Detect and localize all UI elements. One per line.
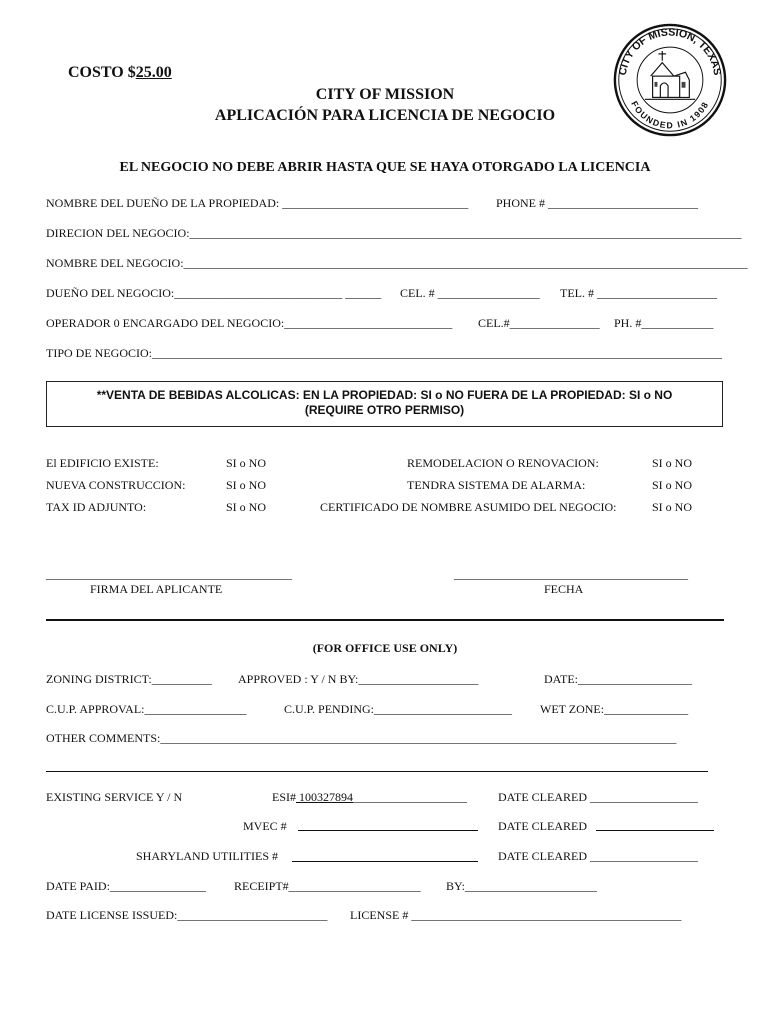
cost-label: COSTO $25.00	[68, 64, 172, 81]
remodel-choice[interactable]: SI o NO	[652, 456, 693, 470]
assumed-name-choice[interactable]: SI o NO	[652, 500, 693, 514]
cup-pending-field[interactable]: C.U.P. PENDING:_______________________	[284, 702, 513, 716]
license-number-field[interactable]: LICENSE # _____________________________________________	[350, 908, 682, 922]
alcohol-permit-note: (REQUIRE OTRO PERMISO)	[304, 403, 465, 417]
business-address-field[interactable]: DIRECION DEL NEGOCIO:____________________________________________________________________________________________	[46, 226, 742, 240]
approved-field[interactable]: APPROVED : Y / N BY:____________________	[238, 672, 479, 686]
comments-line[interactable]	[46, 771, 708, 772]
date-cleared-esi-field[interactable]: DATE CLEARED __________________	[498, 790, 698, 804]
mvec-label: MVEC #	[243, 819, 287, 833]
date-label: FECHA	[544, 582, 584, 596]
building-exists-choice[interactable]: SI o NO	[226, 456, 267, 470]
operator-ph-field[interactable]: PH. #____________	[614, 316, 714, 330]
sharyland-label: SHARYLAND UTILITIES #	[136, 849, 278, 863]
remodel-label: REMODELACION O RENOVACION:	[407, 456, 599, 470]
date-cleared-sharyland-field[interactable]: DATE CLEARED __________________	[498, 849, 698, 863]
approval-date-field[interactable]: DATE:___________________	[544, 672, 692, 686]
alcohol-sales-question[interactable]: **VENTA DE BEBIDAS ALCOLICAS: EN LA PROPIEDAD: SI o NO FUERA DE LA PROPIEDAD: SI o NO	[96, 388, 673, 402]
date-cleared-mvec-line[interactable]	[596, 830, 714, 831]
zoning-district-field[interactable]: ZONING DISTRICT:__________	[46, 672, 212, 686]
building-exists-label: El EDIFICIO EXISTE:	[46, 456, 159, 470]
date-issued-field[interactable]: DATE LICENSE ISSUED:_________________________	[46, 908, 328, 922]
tax-id-choice[interactable]: SI o NO	[226, 500, 267, 514]
alcohol-sales-box	[46, 381, 723, 427]
signature-label: FIRMA DEL APLICANTE	[90, 582, 223, 596]
city-seal-logo	[612, 22, 728, 138]
date-line[interactable]: _______________________________________	[454, 567, 688, 581]
business-type-field[interactable]: TIPO DE NEGOCIO:_______________________________________________________________________________________________	[46, 346, 722, 360]
property-owner-field[interactable]: NOMBRE DEL DUEÑO DE LA PROPIEDAD: _______________________________	[46, 196, 469, 210]
mvec-line[interactable]	[298, 830, 478, 831]
section-divider	[46, 619, 724, 621]
sharyland-line[interactable]	[292, 861, 478, 862]
cup-approval-field[interactable]: C.U.P. APPROVAL:_________________	[46, 702, 247, 716]
owner-tel-field[interactable]: TEL. # ____________________	[560, 286, 717, 300]
application-title: APLICACIÓN PARA LICENCIA DE NEGOCIO	[214, 107, 556, 124]
esi-field[interactable]: ESI# 100327894___________________	[272, 790, 467, 804]
svg-text:CITY OF MISSION, TEXAS: CITY OF MISSION, TEXAS	[616, 26, 724, 77]
operator-field[interactable]: OPERADOR 0 ENCARGADO DEL NEGOCIO:____________________________	[46, 316, 453, 330]
city-title: CITY OF MISSION	[315, 86, 455, 103]
cost-amount: 25.00	[135, 64, 172, 81]
wet-zone-field[interactable]: WET ZONE:______________	[540, 702, 689, 716]
date-paid-field[interactable]: DATE PAID:________________	[46, 879, 206, 893]
existing-service-field[interactable]: EXISTING SERVICE Y / N	[46, 790, 183, 804]
office-use-heading: (FOR OFFICE USE ONLY)	[312, 641, 458, 655]
owner-cel-field[interactable]: CEL. # _________________	[400, 286, 540, 300]
signature-line[interactable]: _________________________________________	[46, 567, 292, 581]
alarm-choice[interactable]: SI o NO	[652, 478, 693, 492]
svg-text:FOUNDED IN 1908: FOUNDED IN 1908	[629, 99, 711, 131]
business-owner-field[interactable]: DUEÑO DEL NEGOCIO:____________________________ ______	[46, 286, 382, 300]
operator-cel-field[interactable]: CEL.#_______________	[478, 316, 600, 330]
alarm-label: TENDRA SISTEMA DE ALARMA:	[407, 478, 586, 492]
business-name-field[interactable]: NOMBRE DEL NEGOCIO:______________________________________________________________________________________________	[46, 256, 748, 270]
tax-id-label: TAX ID ADJUNTO:	[46, 500, 147, 514]
phone-field[interactable]: PHONE # _________________________	[496, 196, 699, 210]
paid-by-field[interactable]: BY:______________________	[446, 879, 597, 893]
date-cleared-mvec-label: DATE CLEARED	[498, 819, 587, 833]
other-comments-field[interactable]: OTHER COMMENTS:______________________________________________________________________________________	[46, 731, 677, 745]
assumed-name-label: CERTIFICADO DE NOMBRE ASUMIDO DEL NEGOCIO:	[320, 500, 617, 514]
license-notice: EL NEGOCIO NO DEBE ABRIR HASTA QUE SE HAYA OTORGADO LA LICENCIA	[119, 160, 651, 175]
esi-number: 100327894	[296, 790, 353, 804]
new-construction-choice[interactable]: SI o NO	[226, 478, 267, 492]
new-construction-label: NUEVA CONSTRUCCION:	[46, 478, 186, 492]
receipt-field[interactable]: RECEIPT#______________________	[234, 879, 421, 893]
